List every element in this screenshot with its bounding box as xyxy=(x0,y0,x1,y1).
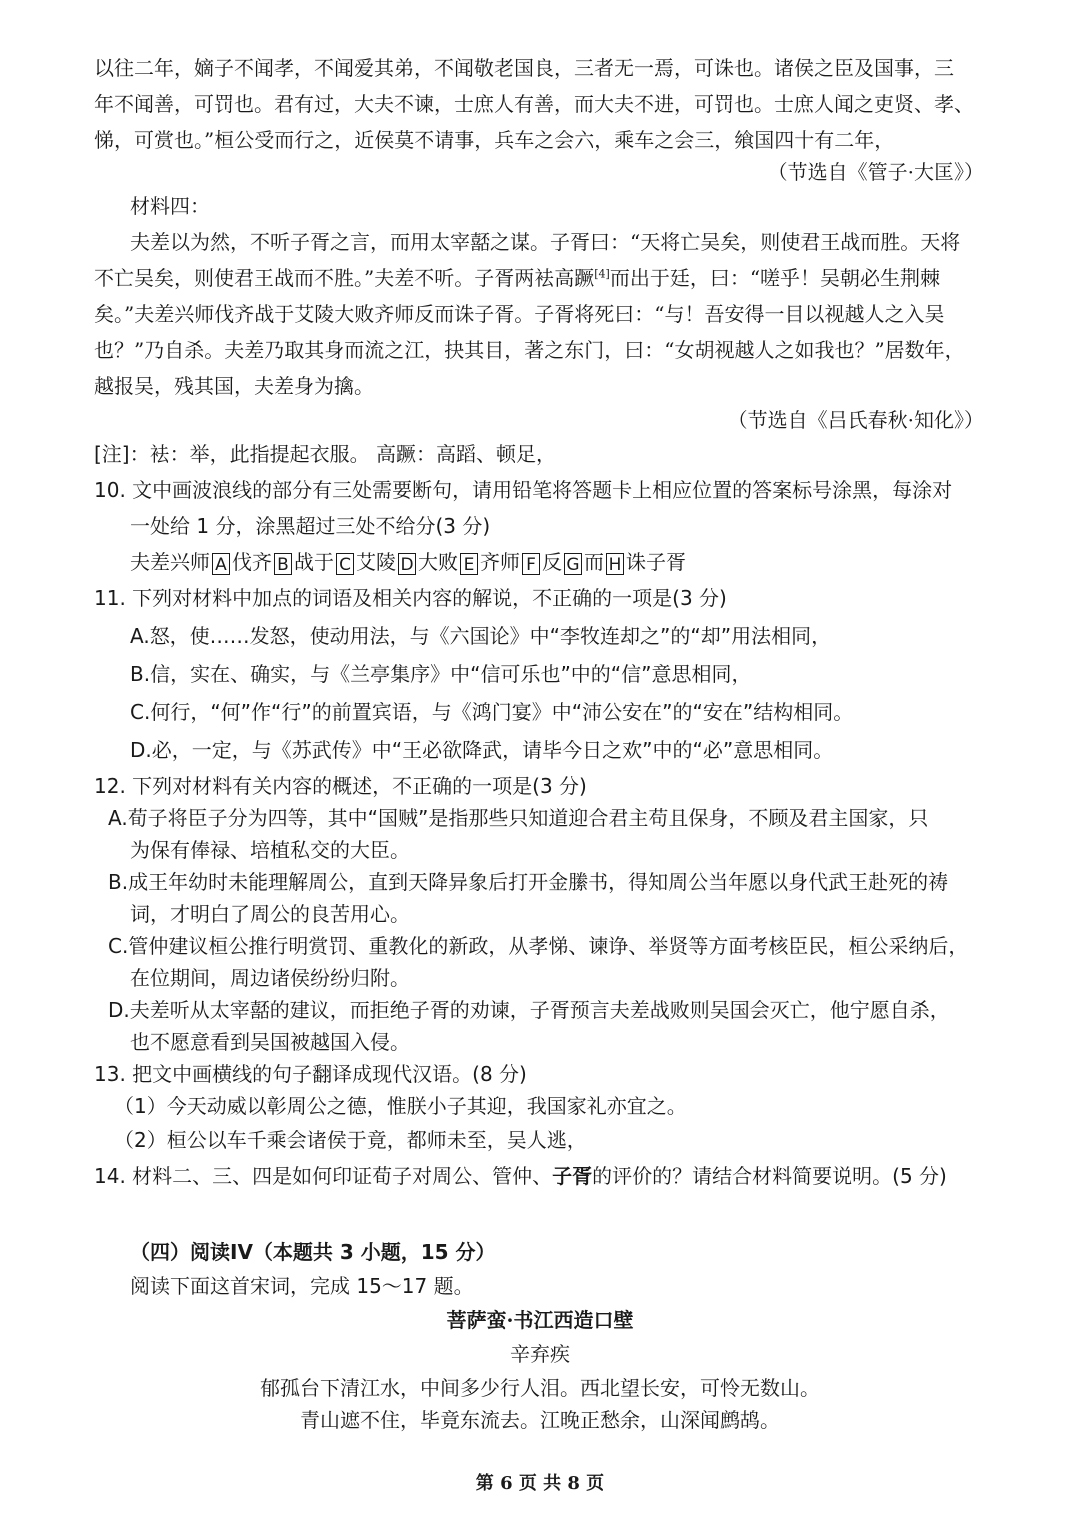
source-citation: （节选自《管子·大匡》） xyxy=(767,160,984,184)
option-b: B.成王年幼时未能理解周公，直到天降异象后打开金縢书，得知周公当年愿以身代武王赴死的祷 xyxy=(108,870,949,894)
option-box-e[interactable]: E xyxy=(460,553,478,575)
annotation-note: [注]：袪：举，此指提起衣服。 高蹶：高蹈、顿足， xyxy=(94,442,556,466)
source-citation: （节选自《吕氏春秋·知化》） xyxy=(727,408,984,432)
option-box-d[interactable]: D xyxy=(398,553,416,575)
option-box-a[interactable]: A xyxy=(212,553,230,575)
translate-sentence-1: （1）今天动威以彰周公之德，惟朕小子其迎，我国家礼亦宜之。 xyxy=(114,1094,687,1118)
option-box-c[interactable]: C xyxy=(336,553,354,575)
text-line: 越报吴，残其国，夫差身为擒。 xyxy=(94,374,374,398)
segment: 齐师 xyxy=(480,550,520,574)
option-a: A.荀子将臣子分为四等，其中“国贼”是指那些只知道迎合君主苟且保身，不顾及君主国家，只 xyxy=(108,806,929,830)
question-11-stem: 11. 下列对材料中加点的词语及相关内容的解说，不正确的一项是(3 分) xyxy=(94,586,727,610)
section-heading: （四）阅读IV（本题共 3 小题，15 分） xyxy=(130,1240,496,1264)
text-line: 悌，可赏也。”桓公受而行之，近侯莫不请事，兵车之会六，乘车之会三，飨国四十有二年， xyxy=(94,128,895,152)
option-a-cont: 为保有俸禄、培植私交的大臣。 xyxy=(130,838,410,862)
question-12-stem: 12. 下列对材料有关内容的概述，不正确的一项是(3 分) xyxy=(94,774,587,798)
option-box-b[interactable]: B xyxy=(274,553,292,575)
poem-title: 菩萨蛮·书江西造口壁 xyxy=(446,1308,634,1332)
segment: 夫差兴师 xyxy=(130,550,210,574)
question-14-stem: 14. 材料二、三、四是如何印证荀子对周公、管仲、子胥的评价的？请结合材料简要说明。(5 分) xyxy=(94,1164,947,1188)
text-line: 不亡吴矣，则使君王战而不胜。”夫差不听。子胥两袪高蹶[4]而出于廷，曰：“嗟乎！吴朝必生荆棘 xyxy=(94,266,941,290)
question-13-stem: 13. 把文中画横线的句子翻译成现代汉语。(8 分) xyxy=(94,1062,527,1086)
question-10-stem: 一处给 1 分，涂黑超过三处不给分(3 分) xyxy=(130,514,491,538)
option-d: D.夫差听从太宰嚭的建议，而拒绝子胥的劝谏，子胥预言夫差战败则吴国会灭亡，他宁愿自杀， xyxy=(108,998,950,1022)
option-c: C.何行，“何”作“行”的前置宾语，与《鸿门宴》中“沛公安在”的“安在”结构相同。 xyxy=(130,700,854,724)
section-intro: 阅读下面这首宋词，完成 15～17 题。 xyxy=(130,1274,474,1298)
option-d: D.必，一定，与《苏武传》中“王必欲降武，请毕今日之欢”中的“必”意思相同。 xyxy=(130,738,834,762)
question-10-stem: 10. 文中画波浪线的部分有三处需要断句，请用铅笔将答题卡上相应位置的答案标号涂黑，每涂对 xyxy=(94,478,953,502)
page-footer: 第 6 页 共 8 页 xyxy=(475,1473,605,1494)
footnote-mark: [4] xyxy=(594,267,610,281)
segment: 反 xyxy=(542,550,562,574)
segment: 而 xyxy=(584,550,604,574)
option-c: C.管仲建议桓公推行明赏罚、重教化的新政，从孝悌、谏诤、举贤等方面考核臣民，桓公采纳后， xyxy=(108,934,969,958)
poem-line: 郁孤台下清江水，中间多少行人泪。西北望长安，可怜无数山。 xyxy=(260,1376,820,1400)
segment: 诛子胥 xyxy=(626,550,686,574)
section-heading: 材料四： xyxy=(130,194,210,218)
emphasized-name: 子胥 xyxy=(552,1164,593,1188)
option-b: B.信，实在、确实，与《兰亭集序》中“信可乐也”中的“信”意思相同， xyxy=(130,662,752,686)
text-line: 夫差以为然，不听子胥之言，而用太宰嚭之谋。子胥曰：“天将亡吴矣，则使君王战而胜。天将 xyxy=(130,230,961,254)
option-box-f[interactable]: F xyxy=(522,553,540,575)
option-b-cont: 词，才明白了周公的良苦用心。 xyxy=(130,902,410,926)
text-line: 也？”乃自杀。夫差乃取其身而流之江，抉其目，著之东门，曰：“女胡视越人之如我也？”居数年， xyxy=(94,338,965,362)
text-line: 矣。”夫差兴师伐齐战于艾陵大败齐师反而诛子胥。子胥将死曰：“与！吾安得一目以视越人之入吴 xyxy=(94,302,945,326)
option-a: A.怒，使……发怒，使动用法，与《六国论》中“李牧连却之”的“却”用法相同， xyxy=(130,624,832,648)
option-box-h[interactable]: H xyxy=(606,553,624,575)
segment: 大败 xyxy=(418,550,458,574)
text-line: 以往二年，嫡子不闻孝，不闻爱其弟，不闻敬老国良，三者无一焉，可诛也。诸侯之臣及国事，三 xyxy=(94,56,954,80)
sentence-break-options xyxy=(130,548,686,576)
segment: 伐齐 xyxy=(232,550,272,574)
poem-line: 青山遮不住，毕竟东流去。江晚正愁余，山深闻鹧鸪。 xyxy=(300,1408,780,1432)
text-line: 年不闻善，可罚也。君有过，大夫不谏，士庶人有善，而大夫不进，可罚也。士庶人闻之吏贤、孝、 xyxy=(94,92,974,116)
translate-sentence-2: （2）桓公以车千乘会诸侯于竟，都师未至，吴人逃， xyxy=(114,1128,587,1152)
segment: 艾陵 xyxy=(356,550,396,574)
option-c-cont: 在位期间，周边诸侯纷纷归附。 xyxy=(130,966,410,990)
poem-author: 辛弃疾 xyxy=(510,1342,570,1366)
segment: 战于 xyxy=(294,550,334,574)
option-box-g[interactable]: G xyxy=(564,553,582,575)
option-d-cont: 也不愿意看到吴国被越国入侵。 xyxy=(130,1030,410,1054)
